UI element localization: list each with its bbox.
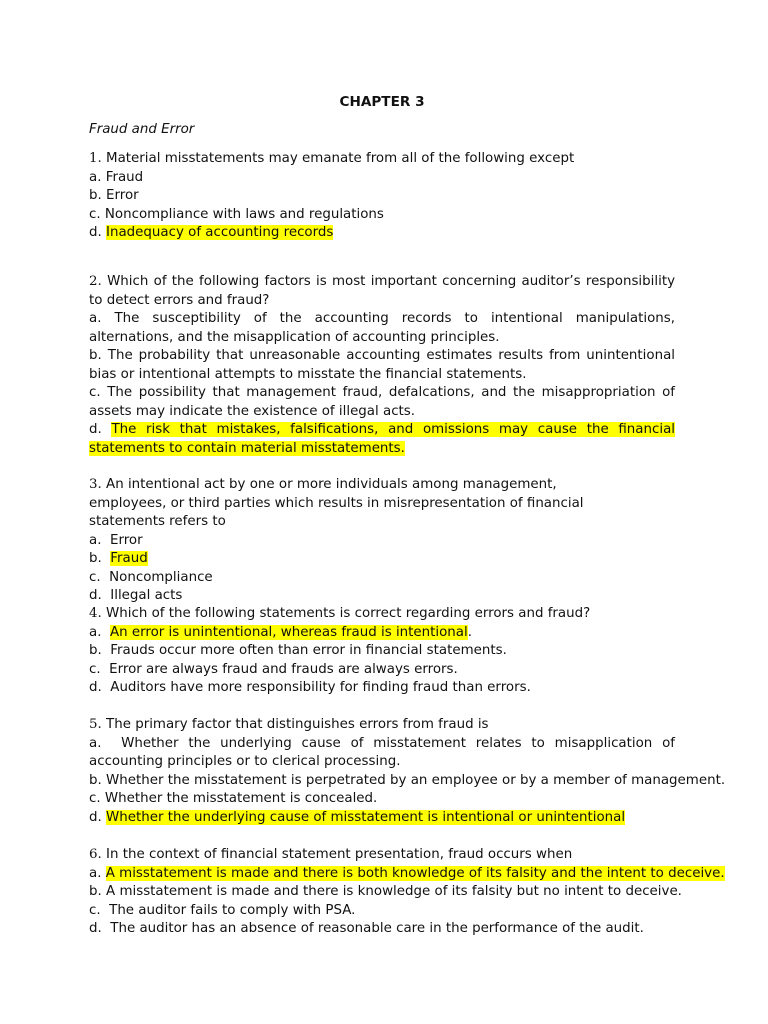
option-letter: d. <box>89 809 102 825</box>
option-c <box>89 661 675 680</box>
option-b <box>89 772 726 791</box>
option-letter: c. <box>89 902 101 918</box>
option-a <box>89 735 675 772</box>
question-5 <box>89 716 726 827</box>
option-a <box>89 532 675 551</box>
option-text: Noncompliance <box>109 569 213 585</box>
option-c <box>89 790 675 809</box>
question-1 <box>89 150 675 243</box>
question-stem <box>89 605 675 624</box>
option-letter: b. <box>89 643 102 658</box>
option-b <box>89 550 675 569</box>
option-text: Auditors have more responsibility for finding fraud than errors. <box>110 680 531 695</box>
option-suffix: . <box>467 624 472 640</box>
question-number: 1. <box>89 151 102 166</box>
chapter-title: CHAPTER 3 <box>339 94 425 110</box>
option-letter: b. <box>89 348 102 363</box>
question-stem <box>89 716 675 735</box>
option-letter: c. <box>89 385 101 400</box>
option-letter: d. <box>89 422 102 437</box>
option-d <box>89 920 675 939</box>
option-text: A misstatement is made and there is knowledge of its falsity but no intent to deceive. <box>106 884 682 899</box>
question-stem-text: Material misstatements may emanate from all of the following except <box>106 151 575 166</box>
option-letter: d. <box>89 680 102 695</box>
option-letter: b. <box>89 551 102 566</box>
option-d <box>89 587 675 606</box>
option-letter: a. <box>89 169 102 185</box>
highlighted-answer: A misstatement is made and there is both knowledge of its falsity and the intent to deceive. <box>105 865 725 881</box>
option-text: The probability that unreasonable accounting estimates results from unintentional bias or intentional attempts to misstate the financial statements. <box>89 348 675 382</box>
option-d <box>89 809 675 828</box>
question-3 <box>89 476 675 606</box>
option-c <box>89 902 675 921</box>
question-stem-text: Which of the following statements is correct regarding errors and fraud? <box>106 606 591 621</box>
option-letter: a. <box>89 735 102 751</box>
question-number: 5. <box>89 717 102 732</box>
question-number: 3. <box>89 477 102 492</box>
option-letter: c. <box>89 791 101 806</box>
section-title: Fraud and Error <box>89 122 195 137</box>
option-b <box>89 642 675 661</box>
option-a <box>89 310 675 347</box>
highlighted-answer: An error is unintentional, whereas fraud is intentional <box>109 624 468 640</box>
option-a <box>89 865 725 884</box>
option-text: Error <box>106 188 139 203</box>
question-number: 4. <box>89 606 102 621</box>
option-text: Frauds occur more often than error in financial statements. <box>110 643 507 658</box>
option-text: The auditor fails to comply with PSA. <box>109 902 356 918</box>
option-c <box>89 384 675 421</box>
option-b <box>89 187 675 206</box>
option-letter: d. <box>89 588 102 603</box>
question-stem <box>89 150 675 169</box>
option-letter: c. <box>89 569 101 585</box>
option-letter: d. <box>89 225 102 240</box>
option-text: Illegal acts <box>110 588 183 603</box>
option-text: The possibility that management fraud, defalcations, and the misappropriation of assets may indicate the existence of illegal acts. <box>89 385 675 419</box>
question-stem-text: In the context of financial statement presentation, fraud occurs when <box>106 847 573 862</box>
option-letter: b. <box>89 188 102 203</box>
question-stem <box>89 846 675 865</box>
option-text: Error are always fraud and frauds are always errors. <box>109 661 458 677</box>
question-stem <box>89 273 675 310</box>
option-letter: b. <box>89 884 102 899</box>
option-letter: c. <box>89 661 101 677</box>
option-a <box>89 169 675 188</box>
option-d <box>89 421 675 458</box>
question-2 <box>89 273 675 458</box>
question-4 <box>89 605 675 698</box>
option-text: The auditor has an absence of reasonable care in the performance of the audit. <box>110 921 644 936</box>
question-6 <box>89 846 725 939</box>
option-letter: a. <box>89 532 102 548</box>
option-d <box>89 679 675 698</box>
option-letter: a. <box>89 865 102 881</box>
option-text: Fraud <box>105 169 144 185</box>
highlighted-answer: Fraud <box>110 551 148 566</box>
option-text: Error <box>109 532 143 548</box>
option-letter: a. <box>89 311 102 326</box>
option-text: The susceptibility of the accounting records to intentional manipulations, alternations, and the misapplication of accounting principles. <box>89 311 675 345</box>
option-b <box>89 347 675 384</box>
option-letter: b. <box>89 772 102 788</box>
option-text: Noncompliance with laws and regulations <box>104 206 384 222</box>
question-stem <box>89 476 675 532</box>
option-text: Whether the misstatement is concealed. <box>104 791 378 806</box>
option-b <box>89 883 682 902</box>
question-number: 6. <box>89 847 102 862</box>
question-stem-text: The primary factor that distinguishes errors from fraud is <box>106 717 489 732</box>
highlighted-answer: Inadequacy of accounting records <box>106 225 334 240</box>
option-d <box>89 224 675 243</box>
question-number: 2. <box>89 274 102 289</box>
option-text: Whether the misstatement is perpetrated by an employee or by a member of management. <box>106 772 726 788</box>
question-stem-text: Which of the following factors is most important concerning auditor’s responsibility to detect errors and fraud? <box>89 274 675 308</box>
option-letter: c. <box>89 206 101 222</box>
option-text: Whether the underlying cause of misstatement relates to misapplication of accounting principles or to clerical processing. <box>89 735 675 769</box>
option-c <box>89 569 675 588</box>
question-stem-text: An intentional act by one or more individuals among management, employees, or third parties which results in misrepresentation of financial statements refers to <box>89 477 584 529</box>
highlighted-answer: The risk that mistakes, falsifications, and omissions may cause the financial statements to contain material misstatements. <box>89 422 675 456</box>
option-c <box>89 206 675 225</box>
highlighted-answer: Whether the underlying cause of misstatement is intentional or unintentional <box>106 809 626 825</box>
option-letter: d. <box>89 921 102 936</box>
option-a <box>89 624 675 643</box>
option-letter: a. <box>89 624 102 640</box>
